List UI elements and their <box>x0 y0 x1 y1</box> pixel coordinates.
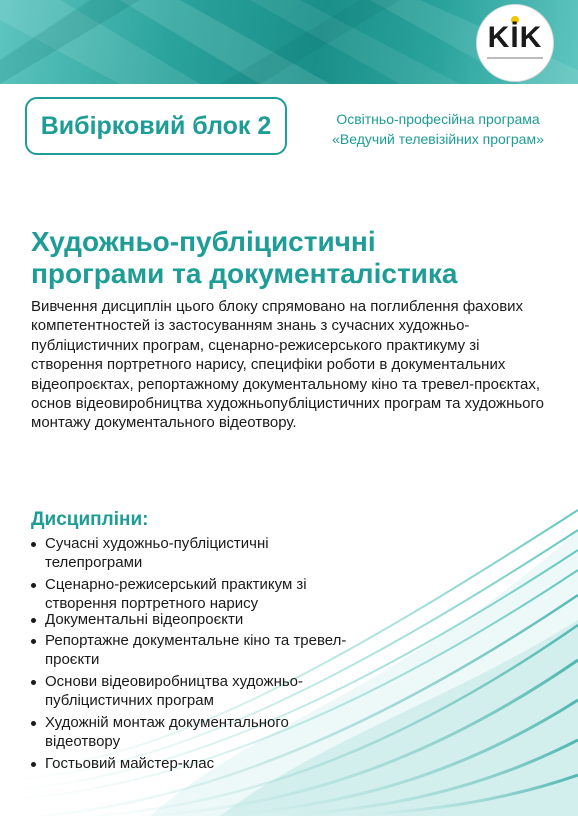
list-item-line-2: проєкти <box>45 651 100 668</box>
list-item-line-1: Сценарно-режисерський практикум зі <box>45 576 307 593</box>
heading-line-1: Художньо-публіцистичні <box>31 226 376 257</box>
list-item <box>31 754 391 773</box>
list-item <box>31 672 391 710</box>
bullet-icon <box>31 762 36 767</box>
bullet-icon <box>31 583 36 588</box>
block-label-box <box>25 97 287 155</box>
bullet-icon <box>31 680 36 685</box>
list-item-line-1: Художній монтаж документального <box>45 714 289 731</box>
disciplines-title: Дисципліни: <box>31 509 149 530</box>
bullet-icon <box>31 721 36 726</box>
logo-tagline-bar <box>487 57 543 59</box>
heading-line-2: програми та документалістика <box>31 258 458 289</box>
list-item-line-1: Основи відеовиробництва художньо- <box>45 673 304 690</box>
program-line-1: Освітньо-професійна програма <box>336 111 540 127</box>
list-item-line-1: Репортажне документальне кіно та тревел- <box>45 632 347 649</box>
bullet-icon <box>31 542 36 547</box>
program-line-2: «Ведучий телевізійних програм» <box>332 131 544 147</box>
list-item-line-1: Документальні відеопроєкти <box>45 611 244 628</box>
description-paragraph: Вивчення дисциплін цього блоку спрямовано на поглиблення фахових компетентностей із застосуванням знань з сучасних художньо-публіцистичних програм, сценарно-режисерського практикуму зі створення портретного нарису, специфіки роботи в документальних відеопроєктах, репортажному документальному кіно та тревел-проєктах, основ відеовиробництва художньопубліцистичних програм та художнього монтажу документального відеотвору. <box>31 298 545 432</box>
list-item-line-2: відеотвору <box>45 733 121 750</box>
kik-logo <box>476 4 554 82</box>
list-item-line-2: створення портретного нарису <box>45 595 259 612</box>
page-heading <box>31 226 551 290</box>
list-item <box>31 610 391 629</box>
list-item-line-2: телепрограми <box>45 554 143 571</box>
program-name <box>318 109 558 149</box>
list-item <box>31 575 391 613</box>
bullet-icon <box>31 639 36 644</box>
list-item <box>31 713 391 751</box>
logo-text: KİK <box>487 21 543 54</box>
bullet-icon <box>31 618 36 623</box>
block-title: Вибірковий блок 2 <box>40 111 272 140</box>
list-item <box>31 631 391 669</box>
header-banner <box>0 0 578 84</box>
list-item-line-1: Сучасні художньо-публіцистичні <box>45 535 269 552</box>
list-item <box>31 534 391 572</box>
list-item-line-1: Гостьовий майстер-клас <box>45 755 215 772</box>
list-item-line-2: публіцистичних програм <box>45 692 214 709</box>
